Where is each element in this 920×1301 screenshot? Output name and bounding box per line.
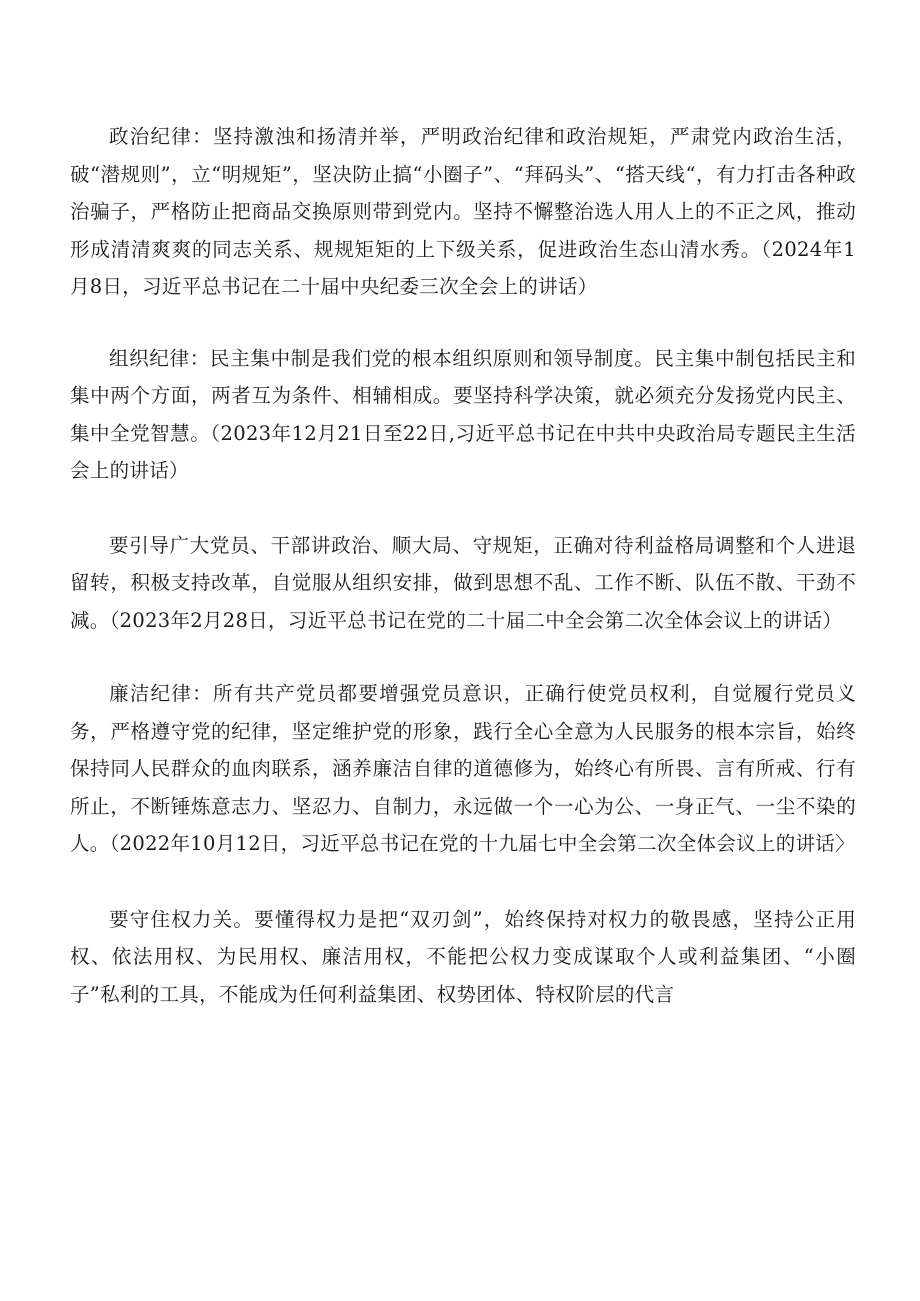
paragraph-organizational-discipline: 组织纪律：民主集中制是我们党的根本组织原则和领导制度。民主集中制包括民主和集中两个方面，两者互为条件、相辅相成。要坚持科学决策，就必须充分发扬党内民主、集中全党智慧。（2023年12月21日至22日,习近平总书记在中共中央政治局专题民主生活会上的讲话） bbox=[70, 346, 856, 482]
document-body bbox=[70, 118, 856, 1047]
paragraph-political-discipline: 政治纪律：坚持激浊和扬清并举，严明政治纪律和政治规矩，严肃党内政治生活，破“潜规则”，立“明规矩”，坚决防止搞“小圈子”、“拜码头”、“搭天线“，有力打击各种政治骗子，严格防止把商品交换原则带到党内。坚持不懈整治选人用人上的不正之风，推动形成清清爽爽的同志关系、规规矩矩的上下级关系，促进政治生态山清水秀。（2024年1月8日，习近平总书记在二十届中央纪委三次全会上的讲话） bbox=[70, 125, 856, 298]
paragraph-guide-party-members: 要引导广大党员、干部讲政治、顺大局、守规矩，正确对待利益格局调整和个人进退留转，积极支持改革，自觉服从组织安排，做到思想不乱、工作不断、队伍不散、干劲不减。（2023年2月28日，习近平总书记在党的二十届二中全会第二次全体会议上的讲话） bbox=[70, 533, 856, 632]
paragraph-power-check: 要守住权力关。要懂得权力是把“双刃剑”，始终保持对权力的敬畏感，坚持公正用权、依法用权、为民用权、廉洁用权，不能把公权力变成谋取个人或利益集团、“小圈子”私利的工具，不能成为任何利益集团、权势团体、特权阶层的代言 bbox=[70, 907, 856, 1006]
paragraph-integrity-discipline: 廉洁纪律：所有共产党员都要增强党员意识，正确行使党员权利，自觉履行党员义务，严格遵守党的纪律，坚定维护党的形象，践行全心全意为人民服务的根本宗旨，始终保持同人民群众的血肉联系，涵养廉洁自律的道德修为，始终心有所畏、言有所戒、行有所止，不断锤炼意志力、坚忍力、自制力，永远做一个一心为公、一身正气、一尘不染的人。（2022年10月12日，习近平总书记在党的十九届七中全会第二次全体会议上的讲话〉 bbox=[70, 682, 856, 855]
